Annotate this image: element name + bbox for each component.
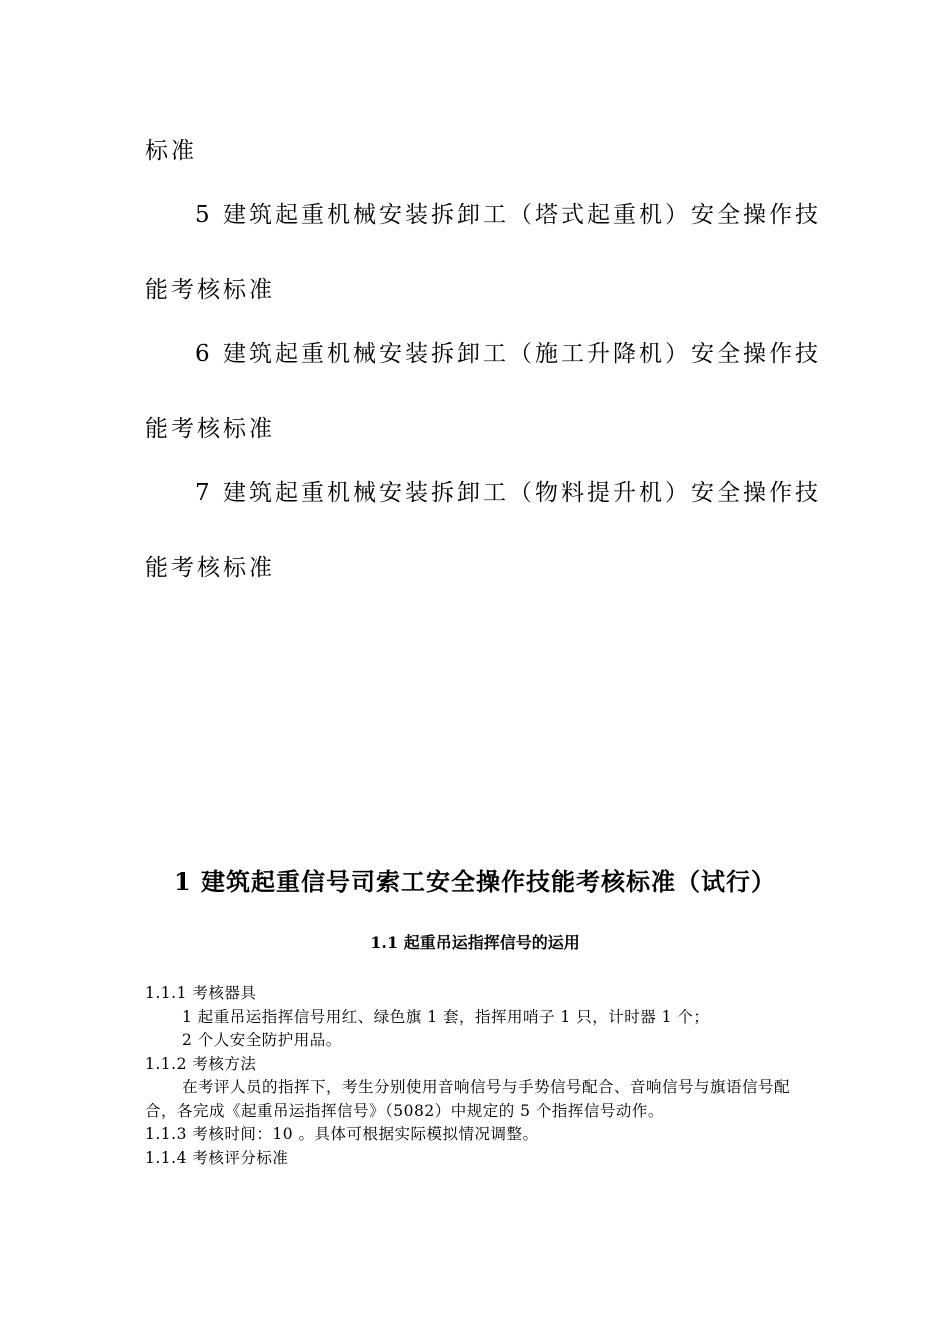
paragraph: 在考评人员的指挥下，考生分别使用音响信号与手势信号配合、音响信号与旗语信号配合，各完成《起重吊运指挥信号》（5082）中规定的 5 个指挥信号动作。 <box>145 1078 791 1120</box>
document-title: 1 建筑起重信号司索工安全操作技能考核标准（试行） <box>173 867 777 896</box>
subsection-heading: 1.1.4 考核评分标准 <box>145 1148 289 1167</box>
list-item: 2 个人安全防护用品。 <box>182 1031 342 1049</box>
toc-item-7: 7 建筑起重机械安装拆卸工（物料提升机）安全操作技 <box>195 480 821 506</box>
toc-item-5: 5 建筑起重机械安装拆卸工（塔式起重机）安全操作技 <box>195 202 821 228</box>
toc-item-6: 6 建筑起重机械安装拆卸工（施工升降机）安全操作技 <box>195 341 821 367</box>
section-body <box>145 982 810 1170</box>
toc-line-continuation: 标准 <box>145 138 197 164</box>
toc-line-continuation: 能考核标准 <box>145 416 275 442</box>
toc-line-continuation: 能考核标准 <box>145 277 275 303</box>
list-item: 1 起重吊运指挥信号用红、绿色旗 1 套，指挥用哨子 1 只，计时器 1 个； <box>182 1007 710 1026</box>
subsection-heading: 1.1.1 考核器具 <box>145 984 257 1002</box>
toc-line-continuation: 能考核标准 <box>145 555 275 581</box>
subsection-heading: 1.1.3 考核时间：10 。具体可根据实际模拟情况调整。 <box>145 1125 539 1143</box>
section-title: 1.1 起重吊运指挥信号的运用 <box>370 933 580 952</box>
subsection-heading: 1.1.2 考核方法 <box>145 1054 257 1073</box>
